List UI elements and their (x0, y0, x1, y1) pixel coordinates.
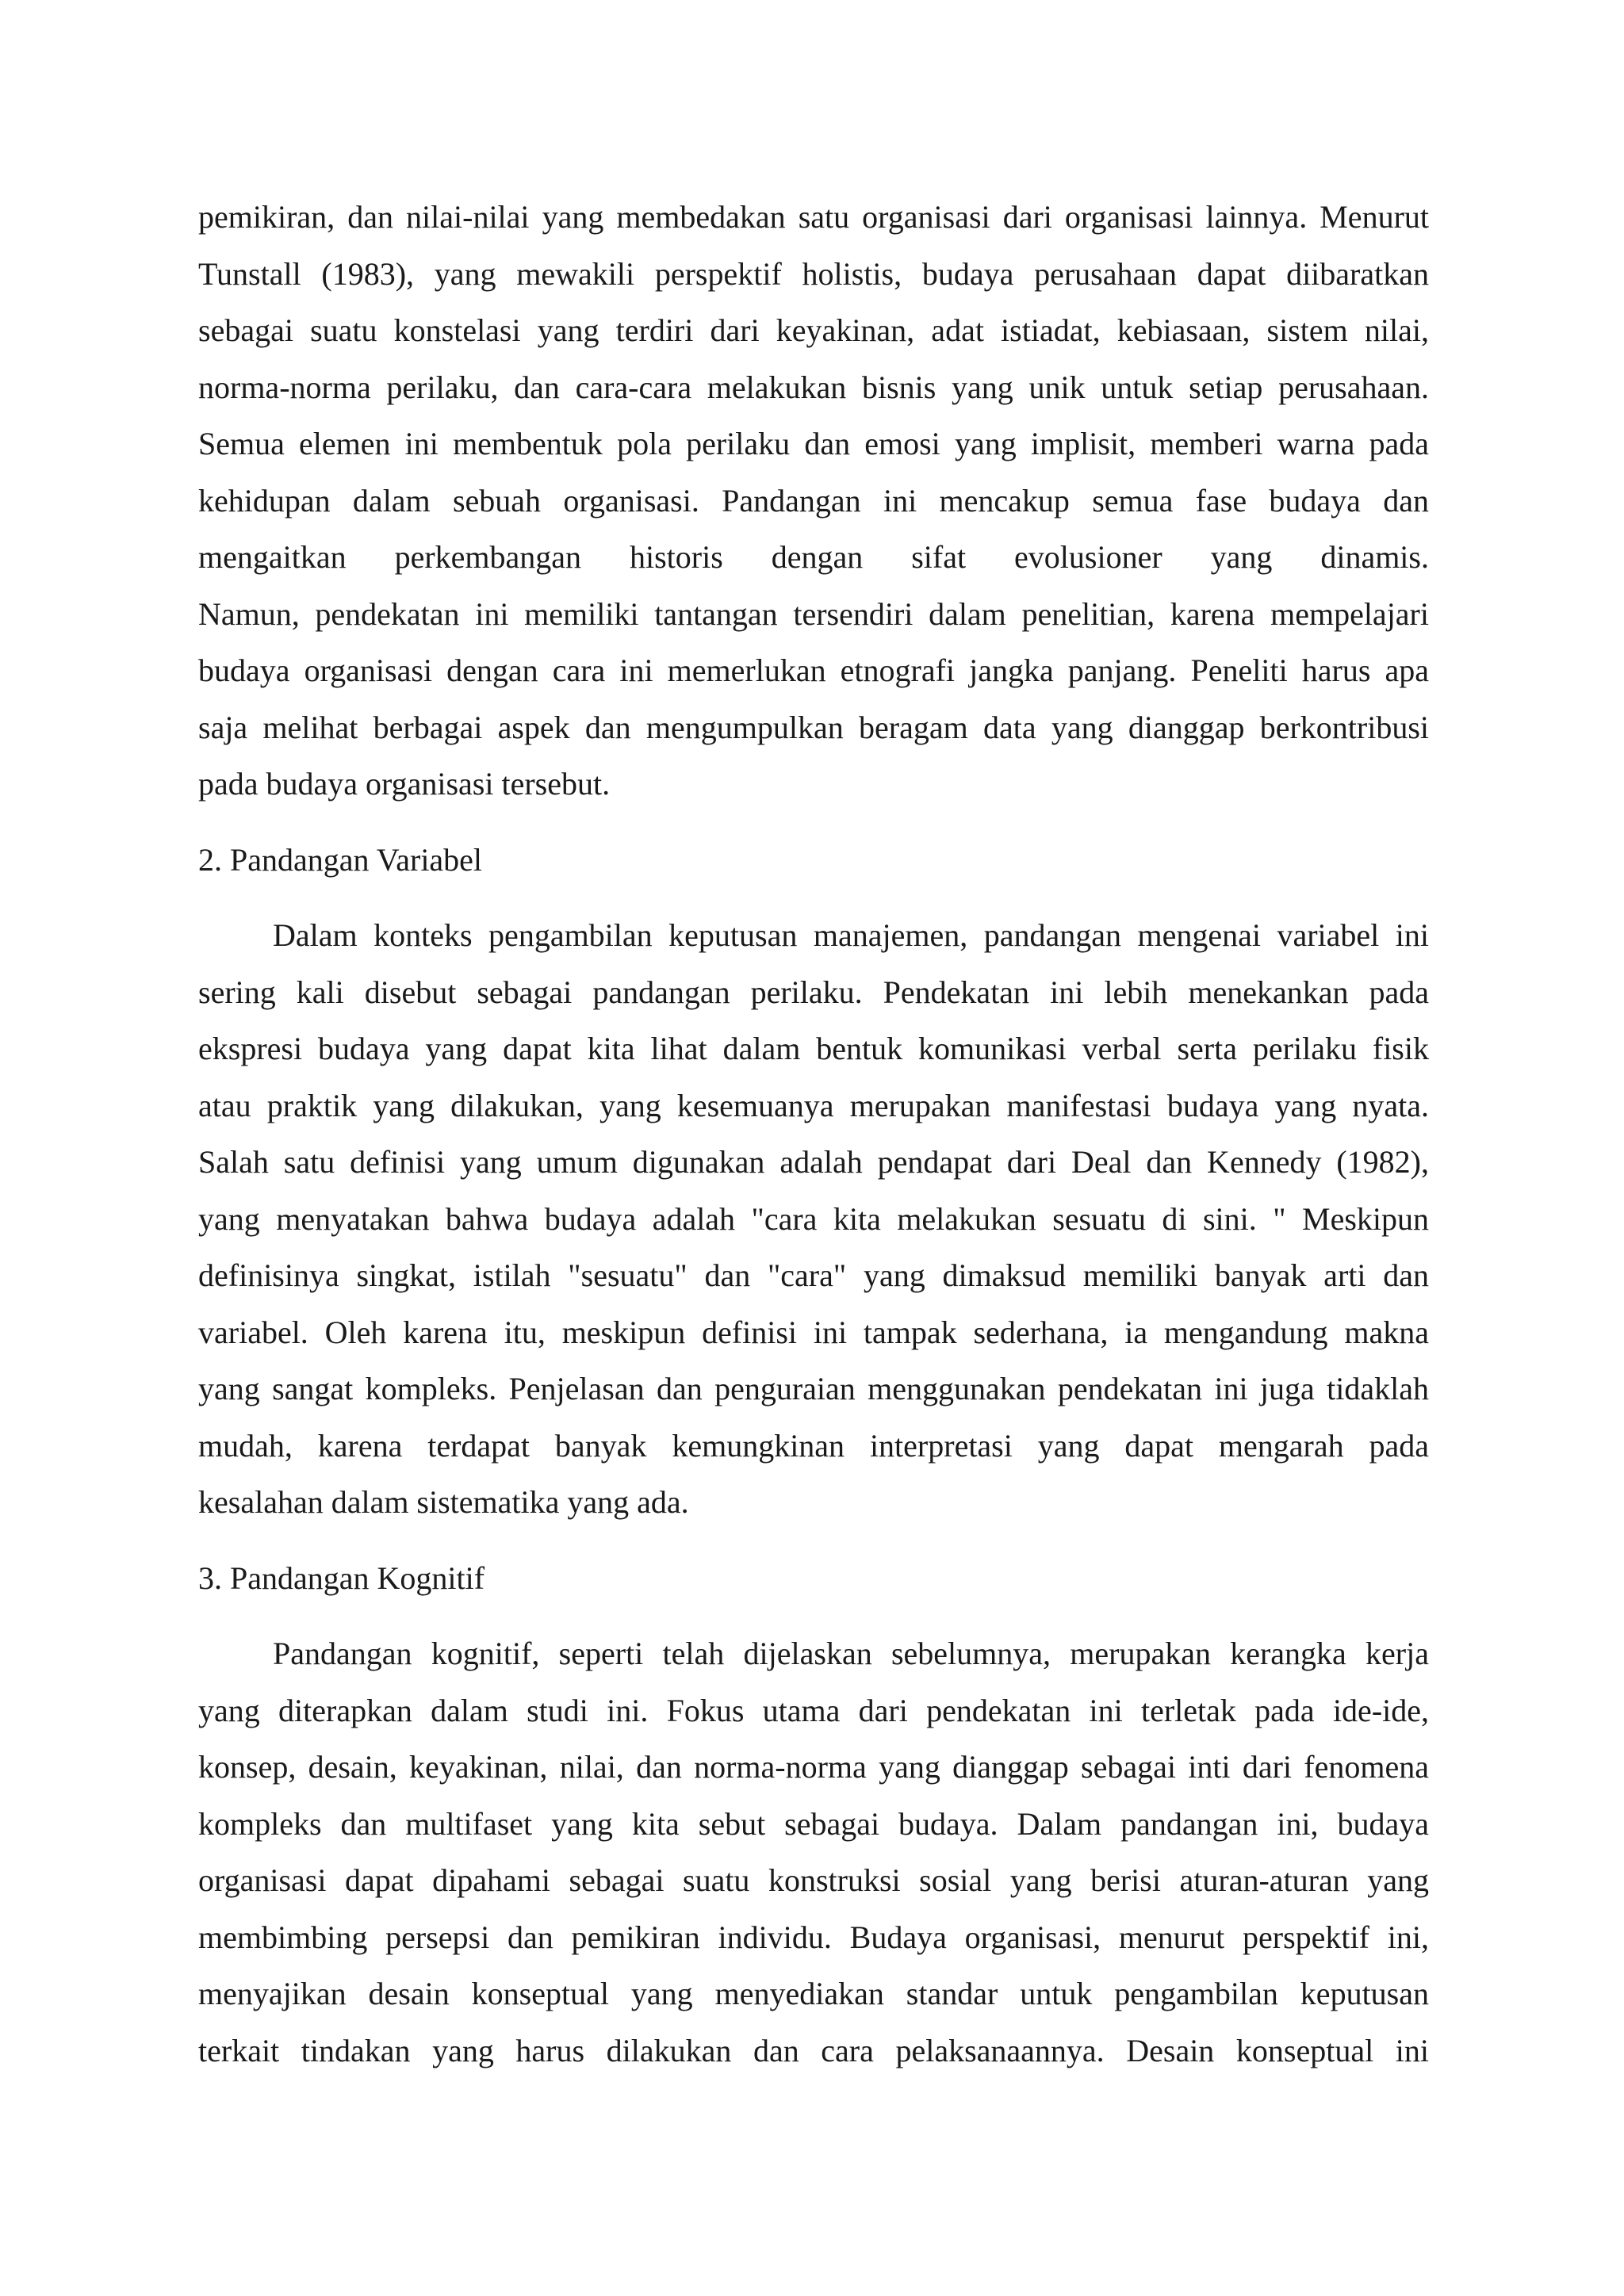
section-heading-kognitif: 3. Pandangan Kognitif (198, 1559, 485, 1596)
text-line: mengaitkan perkembangan historis dengan sifat evolusioner yang dinamis. (198, 539, 1429, 575)
text-line: definisinya singkat, istilah "sesuatu" dan "cara" yang dimaksud memiliki banyak arti dan (198, 1257, 1429, 1293)
text-line: yang menyatakan bahwa budaya adalah "cara kita melakukan sesuatu di sini. " Meskipun (198, 1200, 1429, 1237)
section-heading-variabel: 2. Pandangan Variabel (198, 841, 483, 878)
text-line: Pandangan kognitif, seperti telah dijelaskan sebelumnya, merupakan kerangka kerja (273, 1636, 1429, 1671)
text-line: Salah satu definisi yang umum digunakan adalah pendapat dari Deal dan Kennedy (1982), (198, 1144, 1429, 1180)
text-line: atau praktik yang dilakukan, yang kesemuanya merupakan manifestasi budaya yang nyata. (198, 1087, 1429, 1123)
text-line: Dalam konteks pengambilan keputusan manajemen, pandangan mengenai variabel ini (273, 917, 1429, 953)
document-page (198, 189, 1429, 2079)
text-line: yang sangat kompleks. Penjelasan dan penguraian menggunakan pendekatan ini juga tidaklah (198, 1371, 1429, 1406)
paragraph-holistic-view (198, 189, 1429, 813)
text-line: mudah, karena terdapat banyak kemungkinan interpretasi yang dapat mengarah pada (198, 1427, 1429, 1464)
text-line: variabel. Oleh karena itu, meskipun definisi ini tampak sederhana, ia mengandung makna (198, 1314, 1429, 1350)
text-line: sebagai suatu konstelasi yang terdiri dari keyakinan, adat istiadat, kebiasaan, sistem nilai, (198, 312, 1429, 348)
text-line: saja melihat berbagai aspek dan mengumpulkan beragam data yang dianggap berkontribusi (198, 709, 1429, 745)
text-line: sering kali disebut sebagai pandangan perilaku. Pendekatan ini lebih menekankan pada (198, 974, 1429, 1010)
paragraph-cognitive-view (198, 1625, 1429, 2079)
text-line: organisasi dapat dipahami sebagai suatu konstruksi sosial yang berisi aturan-aturan yang (198, 1862, 1429, 1898)
text-line: ekspresi budaya yang dapat kita lihat dalam bentuk komunikasi verbal serta perilaku fisik (198, 1031, 1429, 1066)
text-line: kompleks dan multifaset yang kita sebut sebagai budaya. Dalam pandangan ini, budaya (198, 1805, 1429, 1842)
text-line: pemikiran, dan nilai-nilai yang membedakan satu organisasi dari organisasi lainnya. Menurut (198, 199, 1429, 235)
text-line: kehidupan dalam sebuah organisasi. Pandangan ini mencakup semua fase budaya dan (198, 482, 1429, 519)
text-line: kesalahan dalam sistematika yang ada. (198, 1484, 689, 1520)
text-line: terkait tindakan yang harus dilakukan dan cara pelaksanaannya. Desain konseptual ini (198, 2032, 1429, 2068)
text-line: menyajikan desain konseptual yang menyediakan standar untuk pengambilan keputusan (198, 1976, 1429, 2011)
text-line: pada budaya organisasi tersebut. (198, 766, 611, 802)
text-line: budaya organisasi dengan cara ini memerlukan etnografi jangka panjang. Peneliti harus apa (198, 652, 1429, 688)
text-line: Tunstall (1983), yang mewakili perspektif holistis, budaya perusahaan dapat diibaratkan (198, 255, 1429, 292)
text-line: konsep, desain, keyakinan, nilai, dan norma-norma yang dianggap sebagai inti dari fenomena (198, 1749, 1429, 1785)
text-line: membimbing persepsi dan pemikiran individu. Budaya organisasi, menurut perspektif ini, (198, 1919, 1429, 1955)
text-line: Namun, pendekatan ini memiliki tantangan tersendiri dalam penelitian, karena mempelajari (198, 595, 1429, 632)
text-line: norma-norma perilaku, dan cara-cara melakukan bisnis yang unik untuk setiap perusahaan. (198, 369, 1429, 405)
text-line: Semua elemen ini membentuk pola perilaku dan emosi yang implisit, memberi warna pada (198, 426, 1429, 461)
text-line: yang diterapkan dalam studi ini. Fokus utama dari pendekatan ini terletak pada ide-ide, (198, 1692, 1429, 1728)
paragraph-variable-view (198, 907, 1429, 1531)
